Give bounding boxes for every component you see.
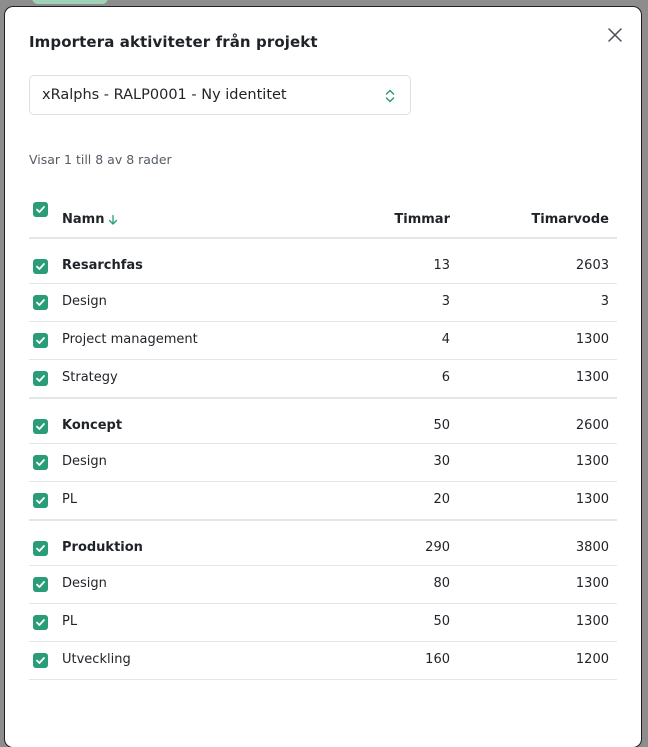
check-icon: [35, 655, 46, 666]
activities-table: [29, 195, 617, 680]
row-checkbox[interactable]: [33, 419, 48, 434]
group-row: [29, 520, 617, 566]
cell-hours: 20: [433, 492, 450, 507]
table-row: [29, 444, 617, 482]
cell-name: Utveckling: [62, 652, 131, 667]
cell-rate: 1300: [575, 370, 609, 385]
check-icon: [35, 297, 46, 308]
cell-hours: 50: [433, 614, 450, 629]
cell-hours: 6: [441, 370, 450, 385]
cell-hours: 30: [433, 454, 450, 469]
cell-name: Design: [62, 454, 107, 469]
row-checkbox[interactable]: [33, 493, 48, 508]
check-icon: [35, 457, 46, 468]
column-header-hours[interactable]: Timmar: [394, 212, 450, 227]
row-checkbox[interactable]: [33, 295, 48, 310]
cell-rate: 1300: [575, 454, 609, 469]
cell-rate: 1300: [575, 332, 609, 347]
column-header-name[interactable]: Namn: [62, 212, 118, 227]
row-checkbox[interactable]: [33, 615, 48, 630]
cell-rate: 3: [600, 294, 609, 309]
modal-title: Importera aktiviteter från projekt: [29, 33, 318, 51]
check-icon: [35, 543, 46, 554]
row-count-summary: Visar 1 till 8 av 8 rader: [29, 152, 172, 167]
table-row: [29, 322, 617, 360]
select-all-checkbox[interactable]: [33, 202, 48, 217]
cell-hours: 50: [433, 418, 450, 433]
row-checkbox[interactable]: [33, 653, 48, 668]
cell-name: Design: [62, 294, 107, 309]
arrow-down-icon: [108, 214, 118, 226]
import-activities-modal: [5, 7, 641, 747]
check-icon: [35, 421, 46, 432]
cell-name: Produktion: [62, 540, 143, 555]
check-icon: [35, 495, 46, 506]
cell-name: PL: [62, 492, 78, 507]
row-checkbox[interactable]: [33, 577, 48, 592]
cell-rate: 2603: [575, 258, 609, 273]
project-select[interactable]: [29, 75, 411, 115]
cell-hours: 3: [441, 294, 450, 309]
cell-name: Koncept: [62, 418, 123, 433]
column-header-rate[interactable]: Timarvode: [531, 212, 609, 227]
cell-name: Design: [62, 576, 107, 591]
check-icon: [35, 617, 46, 628]
cell-hours: 160: [425, 652, 450, 667]
check-icon: [35, 204, 46, 215]
check-icon: [35, 373, 46, 384]
row-checkbox[interactable]: [33, 455, 48, 470]
group-row: [29, 398, 617, 444]
cell-rate: 1200: [575, 652, 609, 667]
cell-name: Project management: [62, 332, 198, 347]
cell-hours: 80: [433, 576, 450, 591]
background-element: [32, 0, 108, 4]
row-checkbox[interactable]: [33, 371, 48, 386]
close-button[interactable]: [605, 25, 625, 45]
cell-rate: 2600: [575, 418, 609, 433]
cell-name: Strategy: [62, 370, 118, 385]
cell-hours: 13: [433, 258, 450, 273]
cell-rate: 3800: [575, 540, 609, 555]
table-header: [29, 195, 617, 239]
check-icon: [35, 579, 46, 590]
table-row: [29, 360, 617, 398]
check-icon: [35, 261, 46, 272]
close-icon: [608, 28, 622, 42]
project-select-value: xRalphs - RALP0001 - Ny identitet: [42, 87, 287, 103]
row-checkbox[interactable]: [33, 541, 48, 556]
table-row: [29, 284, 617, 322]
cell-name: Resarchfas: [62, 258, 143, 273]
cell-hours: 290: [425, 540, 450, 555]
table-row: [29, 482, 617, 520]
group-row: [29, 239, 617, 284]
cell-hours: 4: [441, 332, 450, 347]
cell-rate: 1300: [575, 614, 609, 629]
table-row: [29, 604, 617, 642]
cell-rate: 1300: [575, 576, 609, 591]
row-checkbox[interactable]: [33, 333, 48, 348]
cell-rate: 1300: [575, 492, 609, 507]
table-body: [29, 239, 617, 680]
row-checkbox[interactable]: [33, 259, 48, 274]
table-row: [29, 566, 617, 604]
cell-name: PL: [62, 614, 78, 629]
check-icon: [35, 335, 46, 346]
chevron-up-down-icon: [384, 88, 396, 104]
table-row: [29, 642, 617, 680]
